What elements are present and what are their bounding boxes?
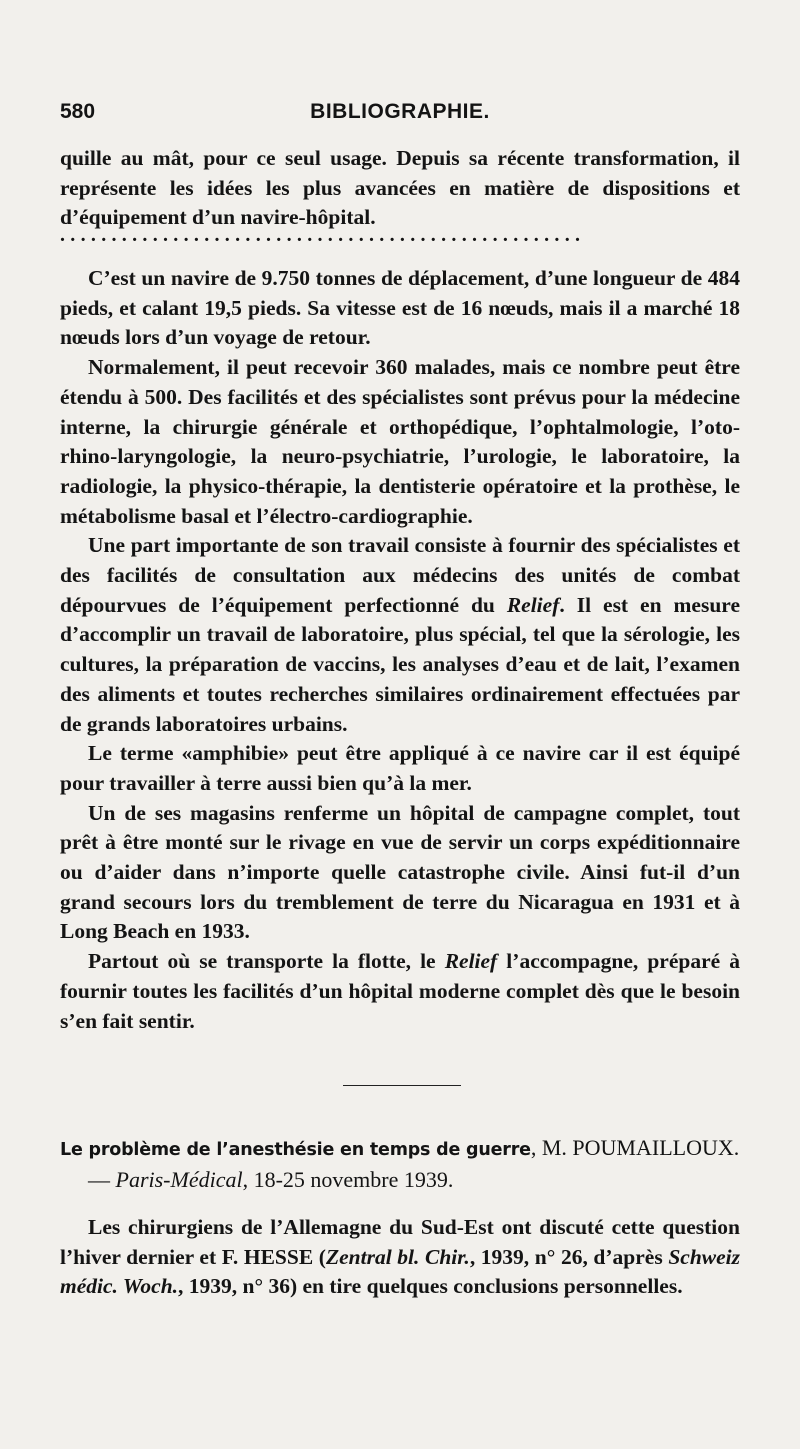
journal-name: Paris-Médical bbox=[115, 1167, 243, 1192]
text-run: , 1939, n° 26, d’après bbox=[469, 1244, 669, 1269]
paragraph-fragment: quille au mât, pour ce seul usage. Depuis sa récente transformation, il représente les idées les plus avancées en matière de dispositions et d’équipement d’un navire-hôpital. bbox=[60, 146, 740, 230]
paragraph-fleet bbox=[60, 947, 740, 1036]
text-run: Partout où se transporte la flotte, le bbox=[88, 949, 445, 974]
text-run: , 1939, n° 36) en tire quelques conclusions personnelles. bbox=[178, 1274, 683, 1299]
review-paragraph bbox=[60, 1213, 740, 1302]
paragraph-capacity: Normalement, il peut recevoir 360 malades, mais ce nombre peut être étendu à 500. Des facilités et des spécialistes sont prévus pour la médecine interne, la chirurgie générale et orthopédique, l’ophtalmologie, l’oto-rhino-laryngologie, la neuro-psychiatrie, l’urologie, le laboratoire, la radiologie, la physico-thérapie, la dentisterie opératoire et la prothèse, le métabolisme basal et l’électro-cardiographie. bbox=[60, 355, 740, 528]
ship-description bbox=[60, 264, 740, 1036]
review-heading bbox=[60, 1133, 740, 1195]
review-date: , 18-25 novembre 1939. bbox=[242, 1167, 454, 1192]
text-run: — bbox=[88, 1167, 116, 1192]
ship-name: Relief bbox=[444, 949, 498, 974]
paragraph-consultation bbox=[60, 531, 740, 739]
text-run: Une part importante de son travail consiste à fournir des spécialistes et des facilités de consultation aux médecins des unités de combat dépourvues de l’équipement perfectionné du bbox=[60, 533, 740, 617]
text-run: l’accompagne, préparé à fournir toutes les facilités d’un hôpital moderne complet dès que le besoin s’en fait sentir. bbox=[60, 949, 741, 1033]
paragraph-amphibious: Le terme «amphibie» peut être appliqué à ce navire car il est équipé pour travailler à terre aussi bien qu’à la mer. bbox=[60, 741, 740, 795]
ship-name: Relief bbox=[506, 592, 560, 617]
journal-name: Zentral bl. Chir. bbox=[325, 1244, 470, 1269]
continued-paragraph bbox=[60, 144, 740, 233]
text-run: . Il est en mesure d’accomplir un travail de laboratoire, plus spécial, tel que la sérologie, les cultures, la préparation de vaccins, les analyses d’eau et de lait, l’examen des aliments et toutes recherches similaires ordinairement effectuées par de grands laboratoires urbains. bbox=[60, 592, 740, 736]
paragraph-field-hospital: Un de ses magasins renferme un hôpital de campagne complet, tout prêt à être monté sur le rivage en vue de servir un corps expéditionnaire ou d’aider dans n’importe quelle catastrophe civile. Ainsi fut-il d’un grand secours lors du tremblement de terre du Nicaragua en 1931 et à Long Beach en 1933. bbox=[60, 800, 740, 944]
section-divider bbox=[343, 1085, 461, 1086]
text-run: ( bbox=[313, 1244, 326, 1269]
journal-name: Schweiz médic. Woch. bbox=[60, 1244, 740, 1299]
paragraph-dimensions: C’est un navire de 9.750 tonnes de déplacement, d’une longueur de 484 pieds, et calant 19,5 pieds. Sa vitesse est de 16 nœuds, mais il a marché 18 nœuds lors d’un voyage de retour. bbox=[60, 266, 740, 350]
author-name: HESSE bbox=[243, 1244, 314, 1269]
page-number: 580 bbox=[60, 100, 96, 123]
text-run: Les chirurgiens de l’Allemagne du Sud-Est ont discuté cette question l’hiver dernier et F. bbox=[60, 1215, 740, 1269]
running-head bbox=[60, 100, 740, 130]
review-title: Le problème de l’anesthésie en temps de guerre bbox=[60, 1140, 531, 1160]
running-title: BIBLIOGRAPHIE. bbox=[310, 100, 490, 123]
review-author: , M. POUMAILLOUX. bbox=[530, 1135, 740, 1160]
review-source bbox=[60, 1165, 740, 1195]
ellipsis-line: ................................................... bbox=[60, 224, 586, 246]
review-body bbox=[60, 1213, 740, 1302]
